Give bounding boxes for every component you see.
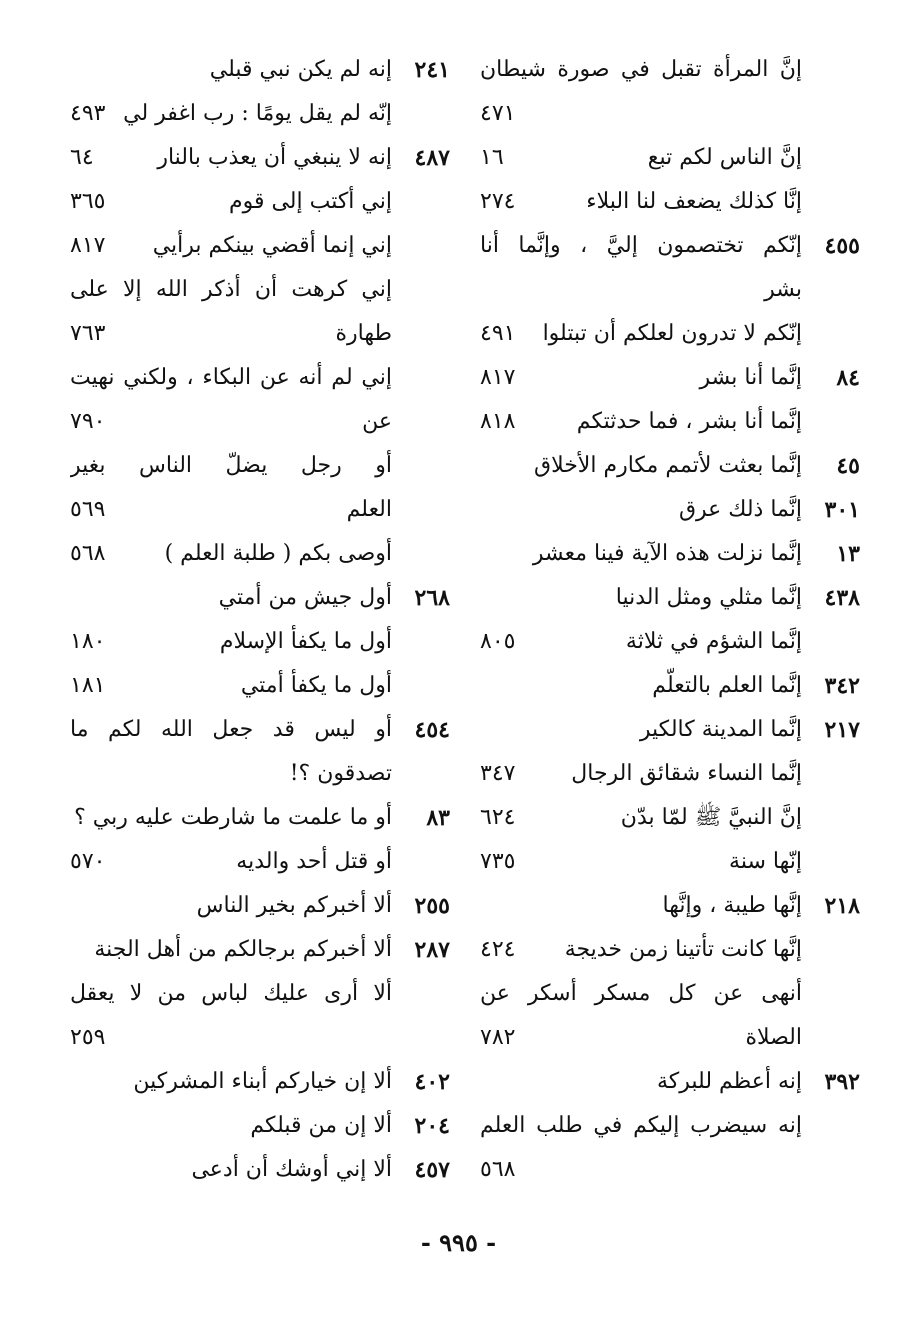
- entry-ref-number: ٢٥٥: [414, 893, 450, 919]
- entry-page-number: ٨١٧: [480, 356, 521, 400]
- entry-text: ألا إن من قبلكم: [250, 1113, 392, 1138]
- index-entry: [70, 180, 450, 224]
- entry-page-number: ٥٦٨: [480, 1148, 521, 1192]
- index-entry: [70, 1104, 450, 1148]
- entry-ref-number: ٢٨٧: [414, 937, 450, 963]
- entry-text: إنه أعظم للبركة: [657, 1069, 802, 1094]
- index-entry: [480, 224, 860, 268]
- index-entry: [480, 92, 860, 136]
- index-entry: [480, 884, 860, 928]
- entry-text: طهارة: [335, 321, 392, 346]
- entry-page-number: ٤٩١: [480, 312, 521, 356]
- index-entry: [70, 752, 450, 796]
- index-entry: [480, 1060, 860, 1104]
- entry-text: إنَّما الشؤم في ثلاثة: [625, 629, 802, 654]
- entry-text: إنَّا كذلك يضعف لنا البلاء: [586, 189, 802, 214]
- index-entry: [480, 840, 860, 884]
- index-entry: [70, 224, 450, 268]
- entry-text: أول ما يكفأ الإسلام: [219, 629, 392, 654]
- index-entry: [70, 972, 450, 1016]
- entry-page-number: ٥٦٨: [70, 532, 111, 576]
- index-entry: [70, 312, 450, 356]
- index-entry: [480, 400, 860, 444]
- index-entry: [480, 928, 860, 972]
- page-number: - ٩٩٥ -: [420, 1228, 497, 1257]
- index-entry: [70, 1060, 450, 1104]
- entry-page-number: ٧٣٥: [480, 840, 521, 884]
- index-entry: [70, 1016, 450, 1060]
- entry-ref-number: ٢٤١: [414, 57, 450, 83]
- index-entry: [70, 532, 450, 576]
- entry-ref-number: ٣٠١: [824, 497, 860, 523]
- index-entry: [70, 928, 450, 972]
- entry-text: أو ما علمت ما شارطت عليه ربي ؟: [74, 805, 392, 830]
- entry-ref-number: ١٣: [836, 541, 860, 567]
- index-entry: [480, 180, 860, 224]
- index-entry: [70, 444, 450, 488]
- entry-page-number: ٦٤: [70, 136, 100, 180]
- entry-text: إني لم أنه عن البكاء ، ولكني نهيت: [70, 365, 392, 390]
- entry-text: إنه لا ينبغي أن يعذب بالنار: [157, 145, 392, 170]
- index-entry: [480, 48, 860, 92]
- entry-text: ألا إن خياركم أبناء المشركين: [133, 1069, 392, 1094]
- entry-text: إنّه لم يقل يومًا : رب اغفر لي: [123, 101, 392, 126]
- entry-text: أول جيش من أمتي: [218, 585, 392, 610]
- entry-text: إني أكتب إلى قوم: [228, 189, 392, 214]
- entry-page-number: ٥٦٩: [70, 488, 111, 532]
- entry-text: أو رجل يضلّ الناس بغير: [70, 453, 392, 478]
- entry-text: إنَّ المرأة تقبل في صورة شيطان: [480, 57, 802, 82]
- index-entry: [480, 356, 860, 400]
- index-entry: [480, 532, 860, 576]
- entry-text: إني كرهت أن أذكر الله إلا على: [70, 277, 392, 302]
- entry-ref-number: ٤٥٤: [414, 717, 450, 743]
- index-entry: [70, 268, 450, 312]
- index-entry: [70, 92, 450, 136]
- entry-text: إنَّما المدينة كالكير: [639, 717, 802, 742]
- entry-text: إنَّها كانت تأتينا زمن خديجة: [564, 937, 802, 962]
- entry-page-number: ٧٦٣: [70, 312, 111, 356]
- entry-ref-number: ٤٨٧: [414, 145, 450, 171]
- entry-text: أول ما يكفأ أمتي: [240, 673, 392, 698]
- index-entry: [480, 1148, 860, 1192]
- entry-ref-number: ٣٤٢: [824, 673, 860, 699]
- index-entry: [480, 1016, 860, 1060]
- entry-text: إنه لم يكن نبي قبلي: [209, 57, 392, 82]
- index-entry: [70, 488, 450, 532]
- index-entry: [70, 356, 450, 400]
- index-entry: [480, 620, 860, 664]
- entry-text: إنَّما أنا بشر: [699, 365, 802, 390]
- entry-ref-number: ٢١٨: [824, 893, 860, 919]
- entry-ref-number: ٤٥: [836, 453, 860, 479]
- index-entry: [70, 48, 450, 92]
- index-entry: [70, 664, 450, 708]
- entry-text: أو قتل أحد والديه: [236, 849, 392, 874]
- entry-text: بشر: [764, 277, 802, 302]
- entry-text: إنَّما أنا بشر ، فما حدثتكم: [576, 409, 802, 434]
- entry-page-number: ٤٧١: [480, 92, 521, 136]
- entry-text: إنَّما ذلك عرق: [678, 497, 802, 522]
- entry-text: عن: [362, 409, 392, 434]
- index-entry: [480, 576, 860, 620]
- index-entry: [70, 708, 450, 752]
- entry-text: العلم: [346, 497, 392, 522]
- entry-text: إنَّما النساء شقائق الرجال: [571, 761, 802, 786]
- entry-page-number: ٧٨٢: [480, 1016, 521, 1060]
- index-entry: [70, 840, 450, 884]
- index-entry: [480, 708, 860, 752]
- index-entry: [480, 444, 860, 488]
- index-entry: [480, 752, 860, 796]
- entry-page-number: ٤٢٤: [480, 928, 521, 972]
- entry-page-number: ١٦: [480, 136, 510, 180]
- entry-text: أنهى عن كل مسكر أسكر عن: [480, 981, 802, 1006]
- entry-text: إنَّما العلم بالتعلّم: [652, 673, 802, 698]
- entry-page-number: ١٨٠: [70, 620, 111, 664]
- entry-text: إنَّ الناس لكم تبع: [647, 145, 802, 170]
- entry-text: تصدقون ؟!: [289, 761, 392, 786]
- entry-text: أوصى بكم ( طلبة العلم ): [164, 541, 392, 566]
- index-entry: [70, 400, 450, 444]
- entry-text: إنه سيضرب إليكم في طلب العلم: [480, 1113, 802, 1138]
- entry-page-number: ٧٩٠: [70, 400, 111, 444]
- entry-page-number: ٨٠٥: [480, 620, 521, 664]
- entry-text: ألا إني أوشك أن أدعى: [191, 1157, 392, 1182]
- entry-text: إنَّما بعثت لأتمم مكارم الأخلاق: [534, 453, 802, 478]
- entry-text: ألا أخبركم بخير الناس: [196, 893, 392, 918]
- entry-ref-number: ٤٠٢: [414, 1069, 450, 1095]
- entry-page-number: ٨١٧: [70, 224, 111, 268]
- index-entry: [480, 1104, 860, 1148]
- entry-text: إنَّما مثلي ومثل الدنيا: [615, 585, 802, 610]
- index-entry: [70, 796, 450, 840]
- entry-ref-number: ٨٣: [426, 805, 450, 831]
- entry-text: إنّها سنة: [729, 849, 802, 874]
- entry-ref-number: ٤٣٨: [824, 585, 860, 611]
- entry-ref-number: ٢١٧: [824, 717, 860, 743]
- entry-ref-number: ٨٤: [836, 365, 860, 391]
- entry-text: إنَّها طيبة ، وإنَّها: [662, 893, 802, 918]
- index-entry: [70, 884, 450, 928]
- index-entry: [480, 136, 860, 180]
- right-column: [480, 48, 860, 1182]
- index-entry: [480, 796, 860, 840]
- entry-page-number: ٦٢٤: [480, 796, 521, 840]
- entry-text: ألا أخبركم برجالكم من أهل الجنة: [94, 937, 392, 962]
- entry-page-number: ٤٩٣: [70, 92, 111, 136]
- entry-page-number: ١٨١: [70, 664, 111, 708]
- entry-page-number: ٣٦٥: [70, 180, 111, 224]
- entry-page-number: ٨١٨: [480, 400, 521, 444]
- entry-text: إنَّما نزلت هذه الآية فينا معشر: [532, 541, 802, 566]
- index-entry: [70, 620, 450, 664]
- index-entry: [480, 488, 860, 532]
- entry-ref-number: ٣٩٢: [824, 1069, 860, 1095]
- entry-text: إنّكم لا تدرون لعلكم أن تبتلوا: [542, 321, 802, 346]
- index-entry: [480, 972, 860, 1016]
- entry-ref-number: ٤٥٧: [414, 1157, 450, 1183]
- entry-text: الصلاة: [745, 1025, 802, 1050]
- index-entry: [70, 576, 450, 620]
- entry-text: إنَّ النبيَّ ﷺ لمّا بدّن: [620, 805, 802, 830]
- left-column: [70, 48, 450, 1183]
- index-entry: [480, 664, 860, 708]
- entry-page-number: ٢٥٩: [70, 1016, 111, 1060]
- entry-page-number: ٢٧٤: [480, 180, 521, 224]
- entry-ref-number: ٤٥٥: [824, 233, 860, 259]
- entry-ref-number: ٢٦٨: [414, 585, 450, 611]
- entry-ref-number: ٢٠٤: [414, 1113, 450, 1139]
- index-entry: [70, 136, 450, 180]
- index-entry: [480, 268, 860, 312]
- entry-text: إنّكم تختصمون إليَّ ، وإنَّما أنا: [480, 233, 802, 258]
- entry-text: ألا أرى عليك لباس من لا يعقل: [70, 981, 392, 1006]
- entry-page-number: ٣٤٧: [480, 752, 521, 796]
- index-entry: [480, 312, 860, 356]
- entry-page-number: ٥٧٠: [70, 840, 111, 884]
- entry-text: إني إنما أقضي بينكم برأيي: [152, 233, 392, 258]
- index-entry: [70, 1148, 450, 1192]
- entry-text: أو ليس قد جعل الله لكم ما: [70, 717, 392, 742]
